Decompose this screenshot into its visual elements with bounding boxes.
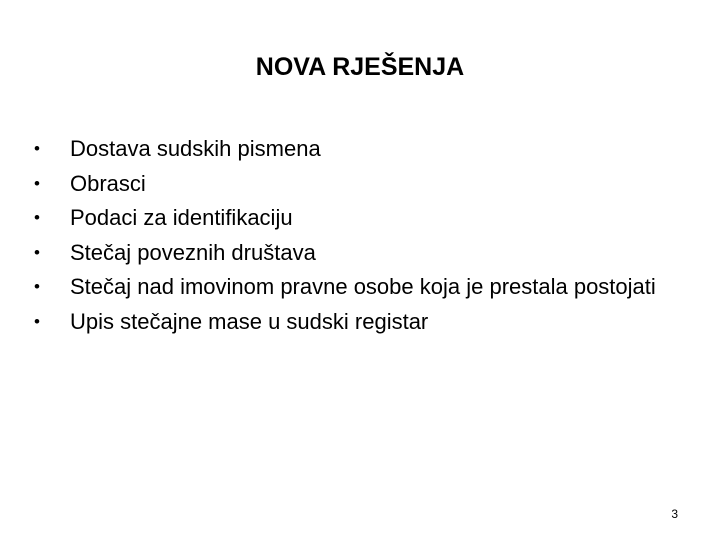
bullet-icon: • <box>34 277 40 296</box>
list-item-text: Stečaj nad imovinom pravne osobe koja je prestala postojati <box>70 274 656 299</box>
list-item <box>34 167 674 202</box>
bullet-icon: • <box>34 311 40 331</box>
bullet-icon: • <box>34 242 40 262</box>
list-item <box>34 270 674 305</box>
slide-number: 3 <box>671 507 678 521</box>
list-item-text: Podaci za identifikaciju <box>70 205 293 230</box>
list-item-text: Obrasci <box>70 170 146 196</box>
list-item <box>34 305 674 340</box>
list-item <box>34 132 674 167</box>
list-item <box>34 201 674 236</box>
bullet-icon: • <box>34 173 40 193</box>
bullet-list <box>34 132 674 339</box>
bullet-icon: • <box>34 208 40 227</box>
list-item <box>34 236 674 271</box>
bullet-icon: • <box>34 139 40 158</box>
list-item-text: Stečaj poveznih društava <box>70 239 316 265</box>
list-item-text: Dostava sudskih pismena <box>70 136 321 161</box>
list-item-text: Upis stečajne mase u sudski registar <box>70 308 429 334</box>
slide-title: NOVA RJEŠENJA <box>255 53 465 81</box>
